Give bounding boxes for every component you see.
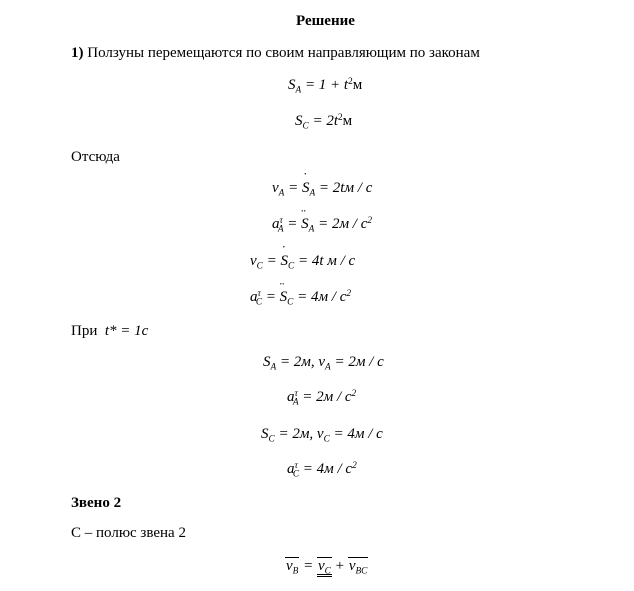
result-3: $S_C = 2м$, $v_C = 4м / c$ xyxy=(261,426,383,445)
cut-off-text xyxy=(0,0,60,2)
equation-ac: $a^\tau_C = S$ $¨_C = 4м / c^2$ xyxy=(250,290,351,305)
vector-equation: $v_B = v_C + v_{BC}$ xyxy=(286,558,368,577)
item-number: 1) xyxy=(71,45,84,61)
result-2: $a^\tau_A = 2м / c^2$ xyxy=(287,388,357,408)
zveno-heading: Звено 2 xyxy=(71,495,122,511)
equation-vc: $v_C = S$ $˙_C = 4t$ м / c xyxy=(250,254,355,269)
paragraph-text: Ползуны перемещаются по своим направляющим по законам xyxy=(87,45,480,61)
paragraph-1 xyxy=(71,46,480,61)
equation-sc: $S_C = 2t^2м$ xyxy=(295,112,353,132)
equation-va: $v_A = S$ $˙_A = 2tм / c$ xyxy=(272,181,372,196)
equation-sa: $S_A = 1 + t^2м$ xyxy=(288,76,363,96)
pole-line: С – полюс звена 2 xyxy=(71,525,186,541)
pri-line: При t* = 1c xyxy=(71,323,149,339)
equation-aa: $a^\tau_A = S$ $¨_A = 2м / c^2$ xyxy=(272,217,372,232)
otsyuda-label: Отсюда xyxy=(71,149,120,165)
result-1: $S_A = 2м$, $v_A = 2м / c$ xyxy=(263,354,384,373)
heading: Решение xyxy=(296,13,355,29)
result-4: $a^\tau_C = 4м / c^2$ xyxy=(287,460,357,480)
